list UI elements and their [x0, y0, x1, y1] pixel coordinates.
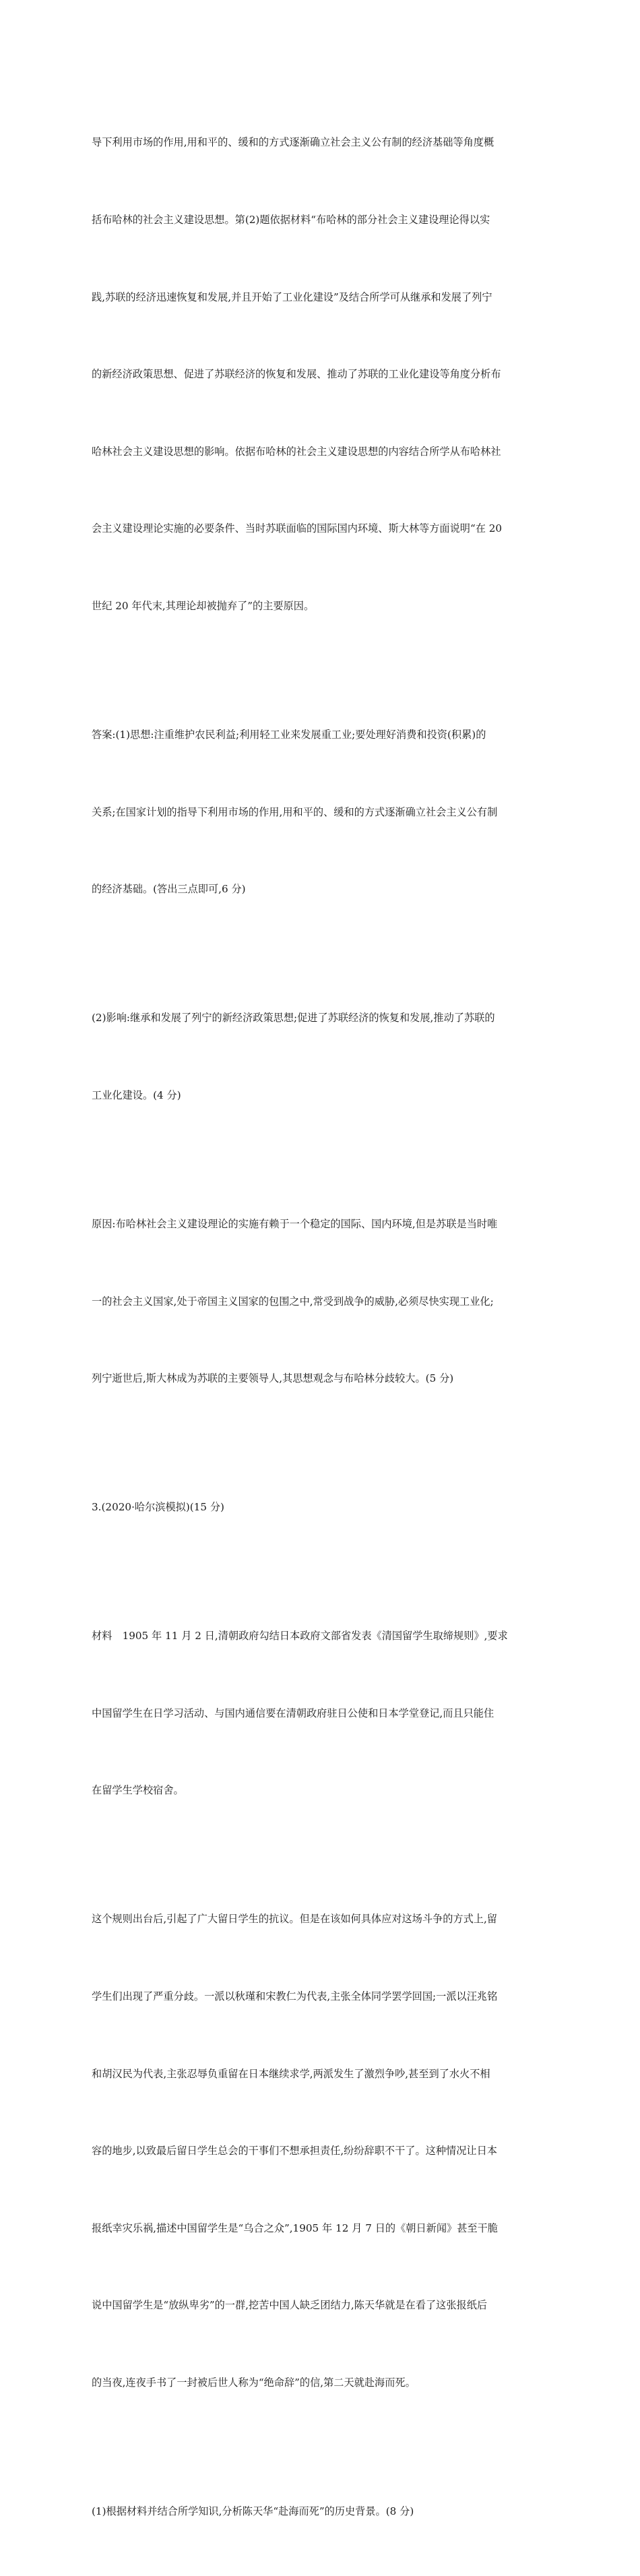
text-line: 会主义建设理论实施的必要条件、当时苏联面临的国际国内环境、斯大林等方面说明“在 20 — [92, 522, 503, 535]
material-continued-paragraph — [92, 1855, 550, 2447]
text-line: (2)影响:继承和发展了列宁的新经济政策思想;促进了苏联经济的恢复和发展,推动了苏联的 — [92, 1012, 495, 1024]
text-line: 导下利用市场的作用,用和平的、缓和的方式逐渐确立社会主义公有制的经济基础等角度概 — [92, 136, 494, 149]
text-line: (1)根据材料并结合所学知识,分析陈天华“赴海而死”的历史背景。(8 分) — [92, 2505, 414, 2518]
text-line: 学生们出现了严重分歧。一派以秋瑾和宋教仁为代表,主张全体同学罢学回国;一派以汪兆铭 — [92, 1990, 498, 2003]
text-line: 哈林社会主义建设思想的影响。依据布哈林的社会主义建设思想的内容结合所学从布哈林社 — [92, 445, 501, 458]
text-line: 工业化建设。(4 分) — [92, 1088, 181, 1101]
document-page — [92, 78, 550, 2576]
text-line: 说中国留学生是“放纵卑劣”的一群,挖苦中国人缺乏团结力,陈天华就是在看了这张报纸后 — [92, 2299, 488, 2312]
text-line: 列宁逝世后,斯大林成为苏联的主要领导人,其思想观念与布哈林分歧较大。(5 分) — [92, 1372, 454, 1385]
question-3-1 — [92, 2447, 550, 2576]
text-line: 容的地步,以致最后留日学生总会的干事们不想承担责任,纷纷辞职不干了。这种情况让日本 — [92, 2145, 497, 2157]
text-line: 世纪 20 年代末,其理论却被抛弃了”的主要原因。 — [92, 600, 315, 613]
text-line: 的新经济政策思想、促进了苏联经济的恢复和发展、推动了苏联的工业化建设等角度分析布 — [92, 368, 501, 381]
text-line: 一的社会主义国家,处于帝国主义国家的包围之中,常受到战争的威胁,必须尽快实现工业化; — [92, 1295, 494, 1308]
answer-paragraph-1 — [92, 671, 550, 954]
text-line: 原因:布哈林社会主义建设理论的实施有赖于一个稳定的国际、国内环境,但是苏联是当时唯 — [92, 1217, 498, 1230]
text-line: 中国留学生在日学习活动、与国内通信要在清朝政府驻日公使和日本学堂登记,而且只能住 — [92, 1707, 494, 1719]
text-line: 的当夜,连夜手书了一封被后世人称为“绝命辞”的信,第二天就赴海而死。 — [92, 2376, 416, 2389]
material-paragraph — [92, 1572, 550, 1855]
question-3-header — [92, 1443, 550, 1572]
text-line: 报纸幸灾乐祸,描述中国留学生是“乌合之众”,1905 年 12 月 7 日的《朝日新闻》甚至干脆 — [92, 2221, 498, 2234]
answer-paragraph-2-reason — [92, 1160, 550, 1443]
text-line: 在留学生学校宿舍。 — [92, 1784, 184, 1797]
text-line: 的经济基础。(答出三点即可,6 分) — [92, 883, 246, 896]
text-line: 材料 1905 年 11 月 2 日,清朝政府勾结日本政府文部省发表《清国留学生取缔规则》,要求 — [92, 1630, 508, 1643]
text-line: 3.(2020·哈尔滨模拟)(15 分) — [92, 1501, 224, 1514]
text-line: 这个规则出台后,引起了广大留日学生的抗议。但是在该如何具体应对这场斗争的方式上,留 — [92, 1913, 497, 1926]
text-line: 答案:(1)思想:注重维护农民利益;利用轻工业来发展重工业;要处理好消费和投资(积累)的 — [92, 729, 486, 741]
answer-paragraph-2-influence — [92, 954, 550, 1160]
text-line: 关系;在国家计划的指导下利用市场的作用,用和平的、缓和的方式逐渐确立社会主义公有制 — [92, 805, 498, 818]
text-line: 践,苏联的经济迅速恢复和发展,并且开始了工业化建设”及结合所学可从继承和发展了列宁 — [92, 290, 492, 303]
analysis-paragraph — [92, 78, 550, 671]
text-line: 和胡汉民为代表,主张忍辱负重留在日本继续求学,两派发生了激烈争吵,甚至到了水火不相 — [92, 2067, 490, 2080]
text-line: 括布哈林的社会主义建设思想。第(2)题依据材料“布哈林的部分社会主义建设理论得以实 — [92, 214, 490, 226]
